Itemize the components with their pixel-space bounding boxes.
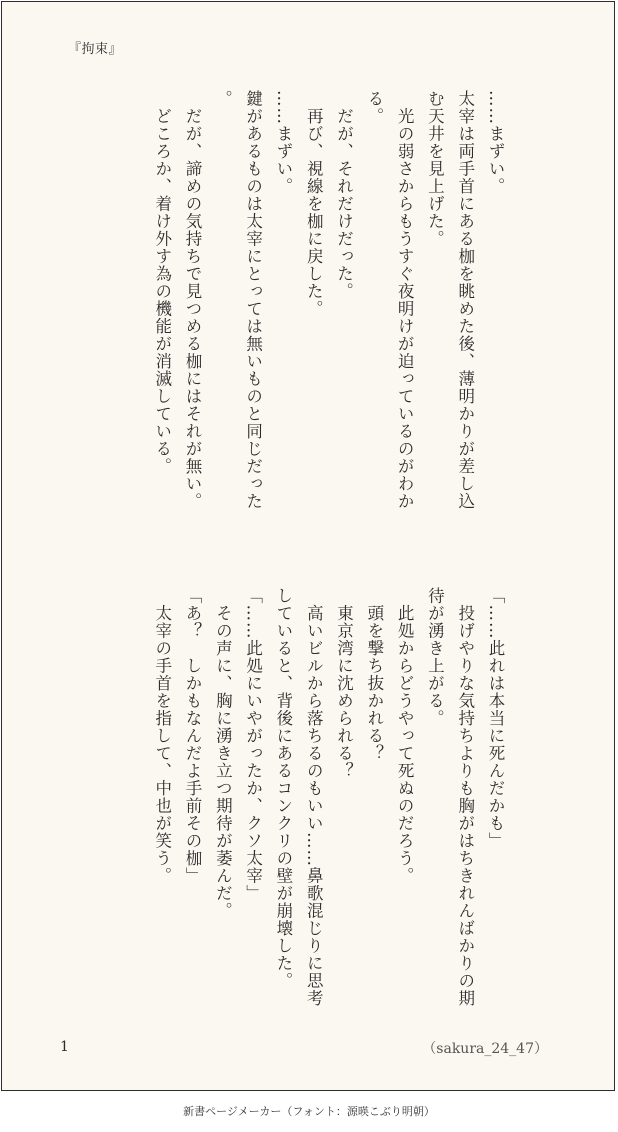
text-line: 投げやりな気持ちよりも胸がはちきれんばかりの期待が湧き上がる。 [425, 587, 475, 1007]
text-line: 鍵があるものは太宰にとっては無いものと同じだった。 [213, 90, 263, 510]
text-line: 再び、視線を枷に戻した。 [304, 90, 324, 318]
text-line: 太宰は両手首にある枷を眺めた後、薄明かりが差し込む天井を見上げた。 [425, 90, 475, 510]
text-line: 此処からどうやって死ぬのだろう。 [395, 587, 415, 885]
top-text-block [60, 90, 510, 522]
text-line: 光の弱さからもうすぐ夜明けが迫っているのがわかる。 [364, 90, 415, 510]
text-line: 東京湾に沈められる？ [334, 587, 354, 780]
bottom-text-block [60, 587, 510, 1007]
text-line: どころか、着け外す為の機能が消滅している。 [152, 90, 172, 475]
author-credit: （sakura_24_47） [422, 1041, 548, 1057]
text-line: 太宰の手首を指して、中也が笑う。 [152, 587, 172, 885]
page-number: 1 [60, 1039, 69, 1055]
text-line: ……まずい。 [273, 90, 293, 195]
text-line: だが、諦めの気持ちで見つめる枷にはそれが無い。 [183, 90, 203, 510]
text-line: 高いビルから落ちるのもいい……鼻歌混じりに思考していると、背後にあるコンクリの壁が崩壊した。 [273, 587, 324, 1007]
text-line: だが、それだけだった。 [334, 90, 354, 300]
text-line: 「……此れは本当に死んだかも」 [486, 587, 505, 850]
book-title: 『拘束』 [68, 42, 123, 57]
text-line: その声に、胸に湧き立つ期待が萎んだ。 [213, 587, 233, 920]
text-line: 「……此処にいやがったか、クソ太宰」 [243, 587, 263, 902]
book-page [1, 1, 615, 1091]
text-line: 頭を撃ち抜かれる？ [364, 587, 384, 762]
text-line: 「あ？ しかもなんだよ手前その枷」 [183, 587, 203, 885]
generator-footer: 新書ページメーカー（フォント：源暎こぶり明朝） [183, 1105, 435, 1118]
text-line: ……まずい。 [486, 90, 505, 195]
